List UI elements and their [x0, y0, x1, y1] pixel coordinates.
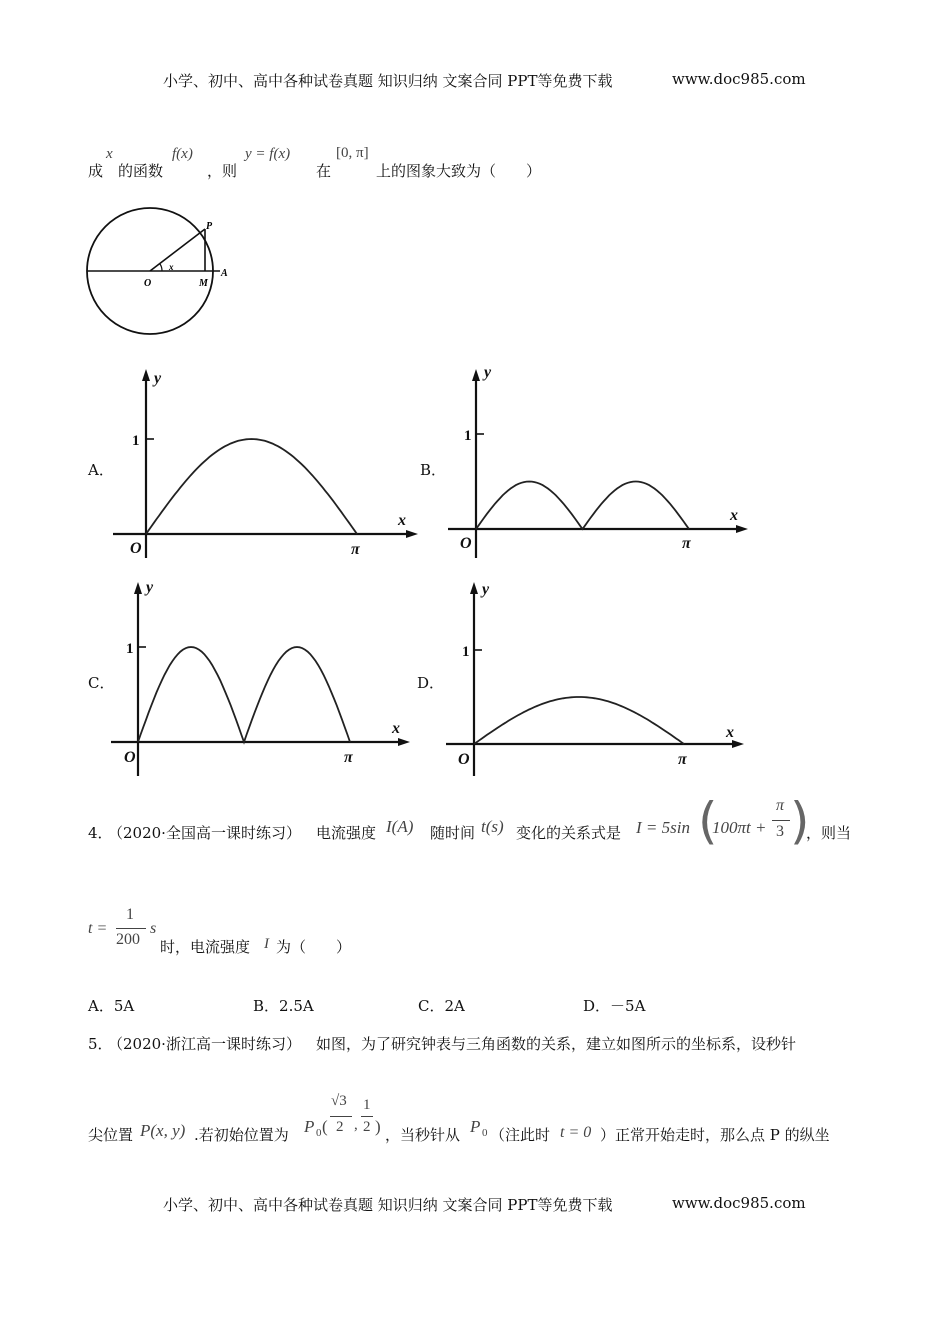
q5-frac2-den: 2: [363, 1119, 371, 1135]
q5-w2: .若初始位置为: [194, 1126, 289, 1144]
footer-url[interactable]: www.doc985.com: [672, 1194, 806, 1212]
choice-c-graph[interactable]: [108, 576, 428, 781]
q5-sqrt3: √3: [331, 1093, 347, 1109]
q4-t-left: t =: [88, 920, 108, 937]
q5-frac1-den: 2: [336, 1119, 344, 1135]
point-a-label: A: [221, 268, 228, 279]
q4-t-num: 1: [126, 906, 134, 923]
tick-1-label: 1: [464, 428, 472, 444]
q4-t-bar: [116, 928, 146, 929]
q4-formula-left: I = 5sin: [636, 818, 690, 837]
choice-b-label[interactable]: B．: [420, 461, 447, 479]
q5-frac1-bar: [330, 1116, 352, 1117]
pi-label: π: [682, 535, 691, 552]
choice-a-graph[interactable]: [108, 363, 428, 563]
q5-paren-r: ): [375, 1117, 381, 1136]
q4-t-unit: s: [150, 920, 157, 937]
q4-w2: 随时间: [430, 824, 476, 842]
q4-source: （2020·全国高一课时练习）: [108, 824, 301, 842]
q5-m4: t = 0: [560, 1124, 592, 1141]
q4-option-a[interactable]: A．5A: [88, 997, 135, 1015]
q5-number: 5．: [88, 1035, 113, 1053]
q4-w1: 电流强度: [316, 824, 377, 842]
q3-w4: 在: [316, 162, 332, 180]
q4-frac-num: π: [776, 797, 785, 814]
tick-1-label: 1: [462, 644, 470, 660]
pi-label: π: [351, 541, 360, 558]
q5-p0b: P: [470, 1117, 481, 1136]
tick-1-label: 1: [126, 641, 134, 657]
q5-w5: ）正常开始走时，那么点 P 的纵坐: [600, 1126, 830, 1144]
q5-paren-l: (: [322, 1117, 328, 1136]
q4-formula-inner: 100πt +: [712, 818, 767, 837]
q4-t-den: 200: [116, 931, 140, 948]
q5-frac2-bar: [361, 1116, 373, 1117]
choice-d-graph[interactable]: [440, 576, 760, 781]
q3-w3: ，则: [207, 162, 238, 180]
q5-m1: P(x, y): [140, 1121, 186, 1140]
point-o-label: O: [144, 278, 152, 289]
footer-text: 小学、初中、高中各种试卷真题 知识归纳 文案合同 PPT等免费下载: [163, 1196, 613, 1214]
q5-w4: （注此时: [490, 1126, 551, 1144]
q4-w4: ，则当: [806, 824, 852, 842]
q4-w3: 变化的关系式是: [516, 824, 622, 842]
origin-label: O: [130, 540, 142, 557]
q5-w3: ，当秒针从: [385, 1126, 461, 1144]
q5-p0b-sub: 0: [482, 1127, 488, 1139]
curve-c: [138, 647, 350, 742]
origin-label: O: [124, 749, 136, 766]
header-url[interactable]: www.doc985.com: [672, 70, 806, 88]
q4-frac-den: 3: [776, 823, 784, 840]
axis-x-label: x: [726, 724, 734, 741]
axis-y-label: y: [484, 364, 492, 381]
q3-w1: 成: [88, 162, 104, 180]
choice-a-label[interactable]: A．: [88, 461, 114, 479]
axis-x-label: x: [730, 507, 738, 524]
q5-source: （2020·浙江高一课时练习）: [108, 1035, 301, 1053]
q3-m3: y = f(x): [245, 146, 291, 162]
curve-a: [146, 439, 357, 534]
curve-d: [474, 697, 684, 744]
origin-label: O: [460, 535, 472, 552]
q5-frac2-num: 1: [363, 1097, 371, 1113]
q5-p0-sub: 0: [316, 1127, 322, 1139]
q4-number: 4．: [88, 824, 113, 842]
choice-d-label[interactable]: D．: [417, 674, 445, 692]
axis-y-label: y: [146, 579, 154, 596]
axis-x-label: x: [392, 720, 400, 737]
pi-label: π: [678, 751, 687, 768]
q3-m1: x: [106, 146, 113, 162]
q4-option-b[interactable]: B．2.5A: [253, 997, 314, 1015]
q4-m1: I(A): [386, 817, 414, 836]
pi-label: π: [344, 749, 353, 766]
unit-circle-figure: [80, 198, 250, 348]
q4-w6: 为（ ）: [276, 938, 352, 956]
q4-option-c[interactable]: C．2A: [418, 997, 465, 1015]
header-text: 小学、初中、高中各种试卷真题 知识归纳 文案合同 PPT等免费下载: [163, 72, 613, 90]
q5-w1: 尖位置: [88, 1126, 134, 1144]
choice-c-label[interactable]: C．: [88, 674, 115, 692]
q4-w5: 时，电流强度: [160, 938, 251, 956]
angle-arc: [160, 264, 162, 271]
radius-op: [150, 229, 205, 271]
q3-w5: 上的图象大致为（ ）: [376, 162, 542, 180]
q4-option-d[interactable]: D．－5A: [583, 997, 646, 1015]
q4-m2: t(s): [481, 817, 504, 836]
q4-m5: I: [264, 936, 269, 952]
axis-y-label: y: [154, 370, 162, 387]
q3-w2: 的函数: [118, 162, 164, 180]
point-m-label: M: [199, 278, 208, 289]
q3-m2: f(x): [172, 146, 193, 162]
axis-x-label: x: [398, 512, 406, 529]
origin-label: O: [458, 751, 470, 768]
big-paren-left: (: [698, 792, 718, 850]
big-paren-right: ): [790, 792, 810, 850]
q5-line1: 如图，为了研究钟表与三角函数的关系，建立如图所示的坐标系，设秒针: [316, 1035, 797, 1053]
axis-y-label: y: [482, 581, 490, 598]
point-p-label: P: [206, 221, 213, 232]
q5-p0: P: [304, 1117, 315, 1136]
curve-b: [476, 482, 689, 530]
tick-1-label: 1: [132, 433, 140, 449]
q4-frac-bar: [772, 820, 790, 821]
angle-x-label: x: [169, 262, 174, 272]
q3-m4: [0, π]: [336, 145, 369, 161]
choice-b-graph[interactable]: [440, 363, 760, 563]
q5-comma: ,: [354, 1117, 358, 1133]
